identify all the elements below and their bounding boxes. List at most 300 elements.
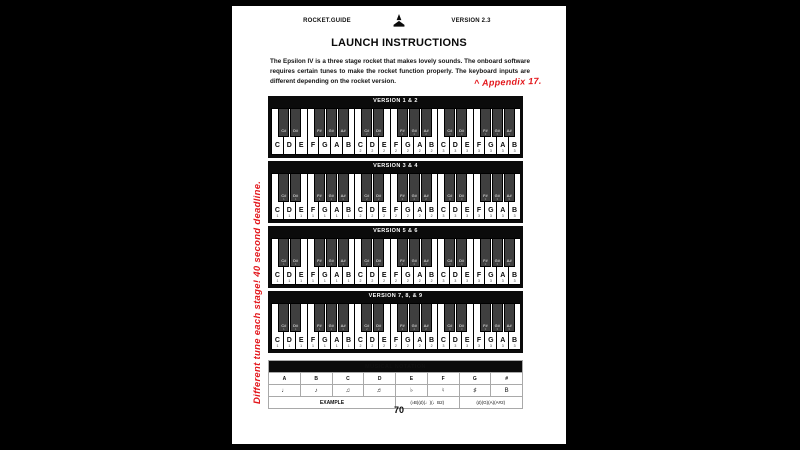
key-label: A xyxy=(334,337,340,344)
octave-number: 1 xyxy=(318,196,321,201)
key-label: G# xyxy=(328,322,334,328)
octave-1 xyxy=(271,173,354,220)
octave-number: 2 xyxy=(430,149,433,153)
key-label: A# xyxy=(340,127,346,133)
octave-number: 3 xyxy=(460,326,463,331)
octave-number: 1 xyxy=(330,261,333,266)
octave-number: 2 xyxy=(395,344,397,348)
black-key-G# xyxy=(326,238,337,267)
black-key-C# xyxy=(278,108,289,137)
octave-number: 1 xyxy=(330,196,333,201)
octave-number: 2 xyxy=(395,149,397,153)
black-key-C# xyxy=(361,108,372,137)
octave-number: 1 xyxy=(312,214,314,218)
keyboard-section-1 xyxy=(268,96,523,158)
key-label: A# xyxy=(423,257,429,263)
octave-number: 3 xyxy=(513,344,516,348)
key-label: D# xyxy=(459,127,465,133)
key-label: D xyxy=(369,337,375,344)
octave-number: 1 xyxy=(335,214,338,218)
black-key-D# xyxy=(290,238,301,267)
key-label: F xyxy=(476,272,482,279)
key-label: B xyxy=(512,142,518,149)
black-key-G# xyxy=(409,238,420,267)
key-label: F# xyxy=(400,192,405,198)
document-page xyxy=(232,6,566,444)
octave-number: 2 xyxy=(425,131,427,136)
key-label: G xyxy=(322,207,328,214)
octave-number: 3 xyxy=(496,196,499,201)
octave-number: 3 xyxy=(484,131,487,136)
octave-number: 2 xyxy=(359,279,362,283)
octave-number: 3 xyxy=(454,214,457,218)
key-label: A xyxy=(417,272,423,279)
key-label: B xyxy=(512,337,518,344)
octave-number: 2 xyxy=(418,344,421,348)
black-key-A# xyxy=(421,303,432,332)
octave-number: 3 xyxy=(513,149,516,153)
key-label: D xyxy=(286,337,292,344)
octave-number: 1 xyxy=(276,344,279,348)
black-key-D# xyxy=(373,303,384,332)
key-label: F xyxy=(393,142,399,149)
octave-number: 2 xyxy=(383,149,386,153)
key-label: A# xyxy=(423,322,429,328)
octave-number: 3 xyxy=(489,344,492,348)
octave-number: 3 xyxy=(496,131,499,136)
key-label: C# xyxy=(364,322,370,328)
example-sequence-2: (♯)(G)(A)(A#2) xyxy=(459,397,523,409)
key-label: D xyxy=(452,272,458,279)
key-label: A xyxy=(334,142,340,149)
key-label: A# xyxy=(506,192,512,198)
black-key-C# xyxy=(444,303,455,332)
octave-number: 1 xyxy=(347,344,350,348)
notation-header-B: B xyxy=(300,373,332,385)
piano-keyboard xyxy=(268,235,523,288)
octave-number: 2 xyxy=(366,131,368,136)
octave-number: 1 xyxy=(300,214,303,218)
octave-number: 1 xyxy=(323,214,326,218)
black-key-D# xyxy=(290,173,301,202)
octave-number: 2 xyxy=(413,196,416,201)
black-key-G# xyxy=(409,108,420,137)
key-label: G# xyxy=(411,127,417,133)
black-key-A# xyxy=(421,173,432,202)
octave-number: 2 xyxy=(401,131,404,136)
octave-number: 3 xyxy=(460,131,463,136)
octave-number: 3 xyxy=(442,279,445,283)
octave-number: 3 xyxy=(460,261,463,266)
key-label: F# xyxy=(483,127,488,133)
octave-number: 2 xyxy=(371,279,374,283)
key-label: C xyxy=(440,337,446,344)
octave-number: 1 xyxy=(342,261,344,266)
black-key-F# xyxy=(480,303,491,332)
key-label: G# xyxy=(411,192,417,198)
key-label: G# xyxy=(328,127,334,133)
key-label: G# xyxy=(328,257,334,263)
key-label: D# xyxy=(293,127,299,133)
notation-header-G: G xyxy=(459,373,491,385)
key-label: D xyxy=(452,337,458,344)
octave-number: 2 xyxy=(377,131,380,136)
octave-number: 2 xyxy=(371,214,374,218)
key-label: F xyxy=(310,207,316,214)
key-label: D# xyxy=(293,322,299,328)
key-label: F xyxy=(393,207,399,214)
octave-number: 2 xyxy=(406,214,409,218)
b-symbol: B xyxy=(491,385,523,397)
key-label: A xyxy=(334,207,340,214)
quarter-note-symbol: ♩ xyxy=(269,385,301,397)
key-label: D# xyxy=(459,192,465,198)
key-label: E xyxy=(381,207,387,214)
keyboard-version-label: VERSION 7, 8, & 9 xyxy=(268,291,523,300)
key-label: E xyxy=(381,142,387,149)
octave-3 xyxy=(437,173,520,220)
key-label: C xyxy=(274,142,280,149)
black-key-D# xyxy=(456,303,467,332)
page-number: 70 xyxy=(393,405,404,415)
beamed-sixteenth-notes-symbol: ♬ xyxy=(364,385,396,397)
key-label: F# xyxy=(317,257,322,263)
flat-symbol: ♭ xyxy=(396,385,428,397)
key-label: E xyxy=(464,272,470,279)
octave-number: 2 xyxy=(425,196,427,201)
black-key-F# xyxy=(397,173,408,202)
octave-number: 3 xyxy=(484,326,487,331)
black-key-C# xyxy=(278,303,289,332)
black-key-G# xyxy=(492,173,503,202)
key-label: A xyxy=(500,272,506,279)
black-key-D# xyxy=(290,108,301,137)
key-label: C# xyxy=(447,257,453,263)
key-label: F# xyxy=(483,192,488,198)
key-label: D xyxy=(286,142,292,149)
octave-number: 2 xyxy=(430,214,433,218)
octave-number: 1 xyxy=(276,279,279,283)
key-label: A xyxy=(417,337,423,344)
black-key-F# xyxy=(397,303,408,332)
key-label: C# xyxy=(447,322,453,328)
beamed-eighth-notes-symbol: ♫ xyxy=(332,385,364,397)
octave-number: 1 xyxy=(283,326,285,331)
octave-number: 2 xyxy=(406,279,409,283)
octave-number: 2 xyxy=(383,214,386,218)
sharp-symbol: ♯ xyxy=(459,385,491,397)
key-label: B xyxy=(346,142,352,149)
key-label: A xyxy=(417,207,423,214)
key-label: F xyxy=(476,142,482,149)
octave-number: 2 xyxy=(366,261,368,266)
octave-number: 3 xyxy=(454,344,457,348)
notation-header-E: E xyxy=(396,373,428,385)
octave-number: 3 xyxy=(501,214,504,218)
notation-header-row xyxy=(269,373,523,385)
key-label: E xyxy=(464,142,470,149)
key-label: G xyxy=(405,207,411,214)
octave-number: 2 xyxy=(366,326,368,331)
key-label: E xyxy=(381,337,387,344)
key-label: G# xyxy=(494,192,500,198)
piano-keyboard xyxy=(268,170,523,223)
black-key-A# xyxy=(421,108,432,137)
octave-number: 1 xyxy=(318,261,321,266)
key-label: D xyxy=(369,272,375,279)
octave-number: 2 xyxy=(371,344,374,348)
octave-3 xyxy=(437,108,520,155)
keyboard-section-3 xyxy=(268,226,523,288)
key-label: E xyxy=(298,142,304,149)
octave-number: 3 xyxy=(501,344,504,348)
key-label: E xyxy=(298,207,304,214)
key-label: C xyxy=(274,337,280,344)
key-label: G# xyxy=(411,257,417,263)
octave-number: 2 xyxy=(359,344,362,348)
octave-number: 3 xyxy=(449,261,451,266)
key-label: A# xyxy=(423,192,429,198)
black-key-A# xyxy=(504,303,515,332)
octave-3 xyxy=(437,238,520,285)
key-label: A xyxy=(500,207,506,214)
document-header xyxy=(262,13,536,29)
key-label: D# xyxy=(293,257,299,263)
octave-number: 2 xyxy=(413,326,416,331)
key-label: F xyxy=(476,207,482,214)
octave-number: 2 xyxy=(425,261,427,266)
key-label: C xyxy=(274,272,280,279)
key-label: G# xyxy=(411,322,417,328)
key-label: F xyxy=(310,272,316,279)
octave-number: 2 xyxy=(413,261,416,266)
black-key-F# xyxy=(314,108,325,137)
octave-number: 3 xyxy=(508,196,510,201)
octave-number: 3 xyxy=(496,261,499,266)
octave-1 xyxy=(271,108,354,155)
musical-notation-table xyxy=(268,360,523,409)
key-label: A# xyxy=(340,192,346,198)
octave-number: 3 xyxy=(478,214,480,218)
key-label: A# xyxy=(340,322,346,328)
black-key-C# xyxy=(361,238,372,267)
key-label: B xyxy=(346,207,352,214)
octave-number: 2 xyxy=(425,326,427,331)
octave-number: 3 xyxy=(442,149,445,153)
page-title: LAUNCH INSTRUCTIONS xyxy=(331,37,467,49)
key-label: D xyxy=(452,207,458,214)
key-label: C xyxy=(357,207,363,214)
key-label: G xyxy=(488,142,494,149)
key-label: C# xyxy=(281,322,287,328)
key-label: F xyxy=(393,337,399,344)
key-label: C xyxy=(357,337,363,344)
octave-number: 2 xyxy=(383,279,386,283)
key-label: D# xyxy=(376,192,382,198)
key-label: B xyxy=(346,337,352,344)
key-label: C# xyxy=(447,192,453,198)
octave-number: 2 xyxy=(418,214,421,218)
key-label: A xyxy=(417,142,423,149)
black-key-C# xyxy=(444,238,455,267)
octave-number: 2 xyxy=(401,261,404,266)
key-label: E xyxy=(381,272,387,279)
octave-number: 1 xyxy=(330,326,333,331)
octave-number: 3 xyxy=(484,196,487,201)
octave-number: 3 xyxy=(442,214,445,218)
piano-keyboard xyxy=(268,105,523,158)
octave-number: 3 xyxy=(478,279,480,283)
key-label: A# xyxy=(340,257,346,263)
key-label: C xyxy=(357,272,363,279)
octave-number: 2 xyxy=(377,261,380,266)
octave-number: 3 xyxy=(460,196,463,201)
octave-number: 3 xyxy=(478,344,480,348)
key-label: C# xyxy=(364,192,370,198)
key-label: A# xyxy=(506,127,512,133)
key-label: A xyxy=(500,337,506,344)
key-label: G xyxy=(405,337,411,344)
notation-header-sharp: # xyxy=(491,373,523,385)
octave-number: 2 xyxy=(430,279,433,283)
black-key-G# xyxy=(492,238,503,267)
octave-number: 1 xyxy=(335,344,338,348)
octave-number: 2 xyxy=(418,149,421,153)
key-label: F# xyxy=(483,322,488,328)
octave-2 xyxy=(354,303,437,350)
key-label: C# xyxy=(281,127,287,133)
key-label: B xyxy=(346,272,352,279)
notation-table-title: MUSICAL NOTATION xyxy=(269,361,523,373)
octave-number: 3 xyxy=(513,279,516,283)
octave-number: 3 xyxy=(449,326,451,331)
black-key-D# xyxy=(373,173,384,202)
octave-2 xyxy=(354,108,437,155)
octave-number: 2 xyxy=(406,149,409,153)
octave-number: 3 xyxy=(508,261,510,266)
black-key-A# xyxy=(504,238,515,267)
octave-number: 2 xyxy=(418,279,421,283)
black-key-G# xyxy=(492,108,503,137)
octave-number: 1 xyxy=(347,279,350,283)
key-label: D# xyxy=(459,322,465,328)
key-label: C# xyxy=(281,192,287,198)
key-label: A# xyxy=(506,322,512,328)
key-label: G# xyxy=(494,127,500,133)
notation-header-A: A xyxy=(269,373,301,385)
key-label: B xyxy=(429,337,435,344)
octave-number: 2 xyxy=(430,344,433,348)
octave-number: 2 xyxy=(395,214,397,218)
octave-number: 2 xyxy=(406,344,409,348)
example-sequence-1: (♭B)(♯)(♩)(♩B2) xyxy=(396,397,460,409)
octave-number: 1 xyxy=(312,344,314,348)
octave-number: 3 xyxy=(501,279,504,283)
octave-number: 3 xyxy=(496,326,499,331)
key-label: G xyxy=(405,272,411,279)
octave-number: 3 xyxy=(489,279,492,283)
black-key-C# xyxy=(361,303,372,332)
side-note-text: Different tune each stage! 40 second deadline. xyxy=(252,180,263,404)
black-key-C# xyxy=(444,173,455,202)
black-key-C# xyxy=(444,108,455,137)
octave-number: 3 xyxy=(466,149,469,153)
octave-number: 3 xyxy=(454,279,457,283)
keyboard-diagrams xyxy=(268,96,523,356)
octave-2 xyxy=(354,173,437,220)
octave-2 xyxy=(354,238,437,285)
black-key-G# xyxy=(409,173,420,202)
keyboard-version-label: VERSION 1 & 2 xyxy=(268,96,523,105)
key-label: F# xyxy=(483,257,488,263)
black-key-F# xyxy=(314,238,325,267)
octave-number: 2 xyxy=(359,149,362,153)
octave-number: 3 xyxy=(489,149,492,153)
notation-symbol-row xyxy=(269,385,523,397)
handwritten-appendix-note: ^ Appendix 17. xyxy=(474,75,543,89)
octave-number: 2 xyxy=(395,279,397,283)
key-label: C xyxy=(440,272,446,279)
octave-number: 3 xyxy=(454,149,457,153)
key-label: F xyxy=(393,272,399,279)
key-label: B xyxy=(429,272,435,279)
octave-number: 1 xyxy=(283,196,285,201)
octave-number: 1 xyxy=(335,279,338,283)
black-key-C# xyxy=(361,173,372,202)
key-label: D xyxy=(452,142,458,149)
key-label: C# xyxy=(447,127,453,133)
black-key-A# xyxy=(504,173,515,202)
guide-name: ROCKET.GUIDE xyxy=(303,18,351,24)
key-label: F xyxy=(310,142,316,149)
black-key-D# xyxy=(456,108,467,137)
key-label: C xyxy=(440,142,446,149)
octave-number: 3 xyxy=(466,344,469,348)
octave-number: 3 xyxy=(508,326,510,331)
octave-number: 1 xyxy=(288,214,291,218)
key-label: G# xyxy=(328,192,334,198)
black-key-C# xyxy=(278,238,289,267)
black-key-A# xyxy=(421,238,432,267)
key-label: G# xyxy=(494,257,500,263)
octave-number: 1 xyxy=(312,279,314,283)
key-label: A# xyxy=(506,257,512,263)
key-label: G xyxy=(322,142,328,149)
black-key-G# xyxy=(492,303,503,332)
key-label: D xyxy=(369,142,375,149)
octave-number: 2 xyxy=(366,196,368,201)
black-key-A# xyxy=(338,238,349,267)
octave-number: 2 xyxy=(377,326,380,331)
keyboard-section-2 xyxy=(268,161,523,223)
octave-number: 2 xyxy=(377,196,380,201)
rocket-icon xyxy=(392,14,406,29)
key-label: F# xyxy=(317,192,322,198)
octave-number: 1 xyxy=(323,279,326,283)
octave-number: 2 xyxy=(401,196,404,201)
key-label: G xyxy=(405,142,411,149)
notation-header-F: F xyxy=(427,373,459,385)
black-key-F# xyxy=(397,238,408,267)
key-label: F# xyxy=(400,257,405,263)
octave-number: 2 xyxy=(359,214,362,218)
key-label: A xyxy=(500,142,506,149)
octave-number: 2 xyxy=(383,344,386,348)
octave-number: 2 xyxy=(371,149,374,153)
octave-3 xyxy=(437,303,520,350)
key-label: D xyxy=(286,207,292,214)
octave-number: 3 xyxy=(484,261,487,266)
